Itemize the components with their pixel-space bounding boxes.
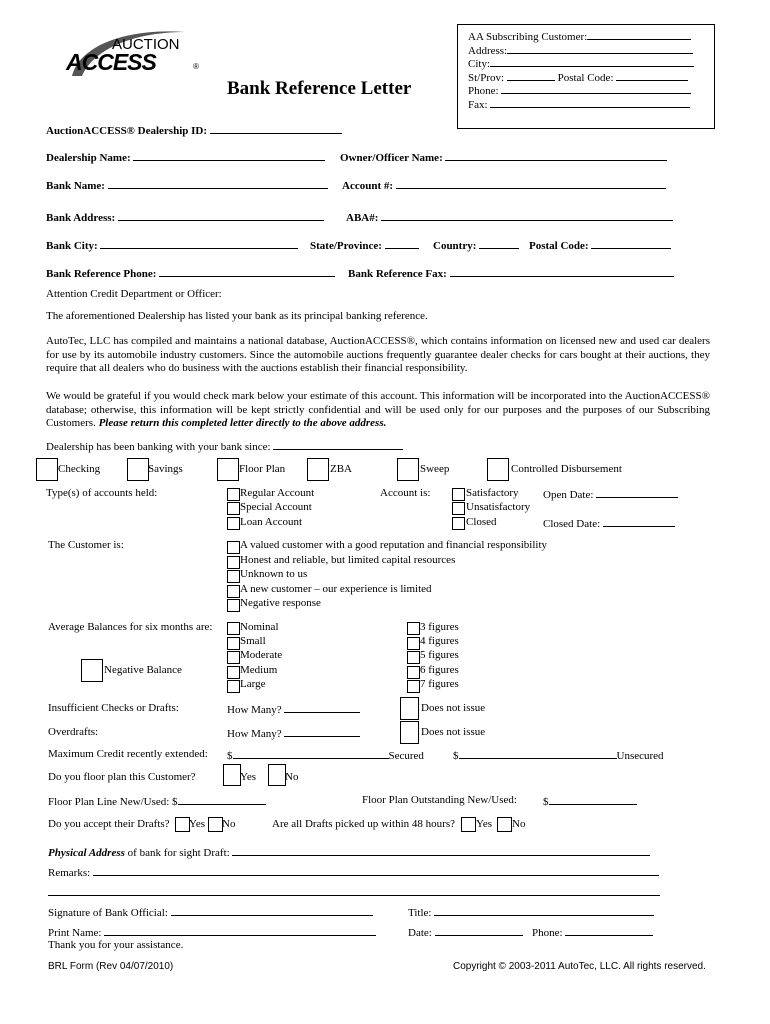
figures-5-label: 5 figures — [420, 649, 459, 661]
sweep-checkbox[interactable] — [397, 458, 419, 481]
title-field[interactable] — [434, 905, 654, 916]
insufficient-how-many-label: How Many? — [227, 704, 282, 716]
remarks-field-2[interactable] — [48, 885, 660, 896]
remarks-label: Remarks: — [48, 867, 91, 879]
nominal-label: Nominal — [240, 621, 279, 633]
figures-7-checkbox[interactable] — [407, 680, 420, 693]
state-province-label: State/Province: — [310, 240, 382, 252]
customer-option-5-checkbox[interactable] — [227, 599, 240, 612]
logo-word-auction: AUCTION — [112, 36, 180, 53]
floor-plan-question: Do you floor plan this Customer? — [48, 771, 196, 783]
thank-you-text: Thank you for your assistance. — [48, 939, 184, 951]
bank-address-label: Bank Address: — [46, 212, 116, 224]
logo-registered-mark: ® — [193, 62, 199, 71]
overdrafts-not-issue-checkbox[interactable] — [400, 721, 419, 744]
account-number-label: Account #: — [342, 180, 394, 192]
physical-address-label: of bank for sight Draft: — [124, 847, 230, 859]
customer-option-4-label: A new customer – our experience is limited — [240, 583, 432, 595]
zba-checkbox[interactable] — [307, 458, 329, 481]
secured-dollar-sign: $ — [227, 750, 233, 762]
paragraph-2: AutoTec, LLC has compiled and maintains a national database, AuctionACCESS®, which contains information on licensed new and used car dealers for use by its automobile industry customers. Since the automobile auctions frequently guarantee dealer checks for cars bought at their auctions, they require that all dealers who do business with the auctions establish their financial responsibility. — [46, 335, 710, 374]
postal-code-label: Postal Code: — [529, 240, 589, 252]
aba-field[interactable] — [381, 210, 673, 221]
loan-account-label: Loan Account — [240, 516, 303, 528]
medium-checkbox[interactable] — [227, 666, 240, 679]
country-field[interactable] — [479, 238, 519, 249]
customer-option-3-label: Unknown to us — [240, 568, 308, 580]
accept-drafts-no-checkbox[interactable] — [208, 817, 223, 832]
sweep-label: Sweep — [420, 463, 450, 475]
insufficient-not-issue-checkbox[interactable] — [400, 697, 419, 720]
signature-field[interactable] — [171, 905, 373, 916]
checking-label: Checking — [58, 463, 101, 475]
subscriber-stprov-field[interactable] — [507, 70, 555, 81]
secured-amount-field[interactable] — [233, 748, 389, 759]
controlled-disbursement-label: Controlled Disbursement — [511, 463, 622, 475]
loan-account-checkbox[interactable] — [227, 517, 240, 530]
closed-date-field[interactable] — [603, 516, 675, 527]
drafts-48-question: Are all Drafts picked up within 48 hours? — [272, 818, 455, 830]
moderate-label: Moderate — [240, 649, 283, 661]
floor-plan-yes-label: Yes — [240, 771, 257, 783]
accept-drafts-yes-label: Yes — [189, 818, 206, 830]
insufficient-not-issue-label: Does not issue — [421, 702, 486, 714]
date-label: Date: — [408, 927, 432, 939]
max-credit-label: Maximum Credit recently extended: — [48, 748, 208, 760]
subscriber-address-field[interactable] — [507, 43, 693, 54]
subscriber-city-label: City: — [468, 58, 491, 70]
floor-plan-label: Floor Plan — [239, 463, 286, 475]
subscriber-stprov-label: St/Prov: — [468, 72, 505, 84]
figures-3-label: 3 figures — [420, 621, 459, 633]
physical-address-emphasis: Physical Address — [48, 847, 125, 859]
figures-3-checkbox[interactable] — [407, 622, 420, 635]
account-number-field[interactable] — [396, 178, 666, 189]
savings-label: Savings — [148, 463, 183, 475]
bank-ref-fax-label: Bank Reference Fax: — [348, 268, 447, 280]
accept-drafts-question: Do you accept their Drafts? — [48, 818, 170, 830]
savings-checkbox[interactable] — [127, 458, 149, 481]
drafts-48-no-checkbox[interactable] — [497, 817, 512, 832]
bank-ref-phone-label: Bank Reference Phone: — [46, 268, 157, 280]
figures-7-label: 7 figures — [420, 678, 459, 690]
controlled-disbursement-checkbox[interactable] — [487, 458, 509, 481]
bank-city-label: Bank City: — [46, 240, 98, 252]
overdrafts-not-issue-label: Does not issue — [421, 726, 486, 738]
drafts-48-yes-label: Yes — [476, 818, 493, 830]
floor-plan-checkbox[interactable] — [217, 458, 239, 481]
paragraph-3-text: We would be grateful if you would check mark below your estimate of this account. This information will be incorporated into the AuctionACCESS® database; otherwise, this information will be kept strictly confidential and will be used only for our purposes and the purposes of our Subscribing Customers. — [46, 390, 710, 429]
figures-6-label: 6 figures — [420, 664, 459, 676]
types-held-label: Type(s) of accounts held: — [46, 487, 158, 499]
fp-outstanding-dollar-sign: $ — [543, 796, 549, 808]
overdrafts-how-many-label: How Many? — [227, 728, 282, 740]
regular-account-checkbox[interactable] — [227, 488, 240, 501]
figures-6-checkbox[interactable] — [407, 666, 420, 679]
floor-plan-no-checkbox[interactable] — [268, 764, 286, 786]
subscriber-fax-field[interactable] — [490, 97, 690, 108]
bank-name-field[interactable] — [108, 178, 328, 189]
nominal-checkbox[interactable] — [227, 622, 240, 635]
open-date-field[interactable] — [596, 487, 678, 498]
figures-5-checkbox[interactable] — [407, 651, 420, 664]
subscriber-postal-field[interactable] — [616, 70, 688, 81]
bank-ref-fax-field[interactable] — [450, 266, 674, 277]
dealership-id-field[interactable] — [210, 123, 342, 134]
floor-plan-no-label: No — [285, 771, 299, 783]
satisfactory-label: Satisfactory — [466, 487, 519, 499]
average-balances-label: Average Balances for six months are: — [48, 621, 213, 633]
banking-since-field[interactable] — [273, 439, 403, 450]
medium-label: Medium — [240, 664, 278, 676]
bank-address-field[interactable] — [118, 210, 324, 221]
secured-label: Secured — [388, 750, 424, 762]
small-label: Small — [240, 635, 266, 647]
unsecured-amount-field[interactable] — [459, 748, 617, 759]
subscriber-customer-field[interactable] — [587, 29, 691, 40]
subscriber-postal-label: Postal Code: — [557, 72, 614, 84]
customer-option-5-label: Negative response — [240, 597, 321, 609]
subscriber-box — [457, 24, 715, 129]
dealership-name-label: Dealership Name: — [46, 152, 131, 164]
page-title: Bank Reference Letter — [227, 78, 412, 99]
floor-plan-yes-checkbox[interactable] — [223, 764, 241, 786]
satisfactory-checkbox[interactable] — [452, 488, 465, 501]
logo-word-access: ACCESS — [66, 49, 156, 75]
bank-ref-phone-field[interactable] — [159, 266, 335, 277]
subscriber-fax-label: Fax: — [468, 99, 488, 111]
regular-account-label: Regular Account — [240, 487, 315, 499]
owner-officer-label: Owner/Officer Name: — [340, 152, 443, 164]
print-name-label: Print Name: — [48, 927, 102, 939]
special-account-label: Special Account — [240, 501, 312, 513]
paragraph-1: The aforementioned Dealership has listed your bank as its principal banking reference. — [46, 310, 428, 322]
overdrafts-label: Overdrafts: — [48, 726, 99, 738]
customer-option-1-label: A valued customer with a good reputation and financial responsibility — [240, 539, 548, 551]
dealership-id-label: AuctionACCESS® Dealership ID: — [46, 125, 208, 137]
customer-option-3-checkbox[interactable] — [227, 570, 240, 583]
subscriber-customer-label: AA Subscribing Customer: — [468, 31, 588, 43]
country-label: Country: — [433, 240, 477, 252]
closed-date-label: Closed Date: — [543, 518, 601, 530]
fp-line-field[interactable] — [178, 794, 266, 805]
checking-checkbox[interactable] — [36, 458, 58, 481]
aba-label: ABA#: — [346, 212, 379, 224]
owner-officer-field[interactable] — [445, 150, 667, 161]
unsatisfactory-label: Unsatisfactory — [466, 501, 531, 513]
accept-drafts-no-label: No — [222, 818, 236, 830]
insufficient-checks-label: Insufficient Checks or Drafts: — [48, 702, 179, 714]
print-name-field[interactable] — [104, 925, 376, 936]
large-checkbox[interactable] — [227, 680, 240, 693]
large-label: Large — [240, 678, 266, 690]
signature-label: Signature of Bank Official: — [48, 907, 168, 919]
subscriber-phone-field[interactable] — [501, 83, 691, 94]
phone-field[interactable] — [565, 925, 653, 936]
postal-code-field[interactable] — [591, 238, 671, 249]
remarks-field-1[interactable] — [93, 865, 659, 876]
subscriber-phone-label: Phone: — [468, 85, 499, 97]
fp-line-label: Floor Plan Line New/Used: — [48, 796, 170, 808]
customer-option-1-checkbox[interactable] — [227, 541, 240, 554]
figures-4-checkbox[interactable] — [407, 637, 420, 650]
bank-city-field[interactable] — [100, 238, 298, 249]
zba-label: ZBA — [330, 463, 352, 475]
drafts-48-no-label: No — [512, 818, 526, 830]
negative-balance-label: Negative Balance — [104, 664, 182, 676]
customer-option-4-checkbox[interactable] — [227, 585, 240, 598]
paragraph-3 — [46, 390, 710, 431]
open-date-label: Open Date: — [543, 489, 594, 501]
physical-address-field[interactable] — [232, 845, 650, 856]
insufficient-how-many-field[interactable] — [284, 702, 360, 713]
copyright: Copyright © 2003-2011 AutoTec, LLC. All rights reserved. — [453, 961, 706, 972]
fp-line-dollar-sign: $ — [172, 796, 178, 808]
special-account-checkbox[interactable] — [227, 502, 240, 515]
customer-option-2-checkbox[interactable] — [227, 556, 240, 569]
dealership-name-field[interactable] — [133, 150, 325, 161]
title-label: Title: — [408, 907, 432, 919]
customer-is-label: The Customer is: — [48, 539, 124, 551]
phone-label: Phone: — [532, 927, 563, 939]
auction-access-logo — [60, 24, 210, 84]
closed-label: Closed — [466, 516, 497, 528]
drafts-48-yes-checkbox[interactable] — [461, 817, 476, 832]
figures-4-label: 4 figures — [420, 635, 459, 647]
fp-outstanding-label: Floor Plan Outstanding New/Used: — [362, 794, 517, 806]
negative-balance-checkbox[interactable] — [81, 659, 103, 682]
accept-drafts-yes-checkbox[interactable] — [175, 817, 190, 832]
subscriber-city-field[interactable] — [490, 56, 694, 67]
unsecured-label: Unsecured — [616, 750, 664, 762]
overdrafts-how-many-field[interactable] — [284, 726, 360, 737]
moderate-checkbox[interactable] — [227, 651, 240, 664]
paragraph-3-emphasis: Please return this completed letter directly to the above address. — [98, 417, 387, 429]
small-checkbox[interactable] — [227, 637, 240, 650]
customer-option-2-label: Honest and reliable, but limited capital resources — [240, 554, 456, 566]
banking-since-label: Dealership has been banking with your bank since: — [46, 441, 271, 453]
date-field[interactable] — [435, 925, 523, 936]
closed-checkbox[interactable] — [452, 517, 465, 530]
unsecured-dollar-sign: $ — [453, 750, 459, 762]
form-revision: BRL Form (Rev 04/07/2010) — [48, 961, 174, 972]
state-province-field[interactable] — [385, 238, 419, 249]
unsatisfactory-checkbox[interactable] — [452, 502, 465, 515]
bank-name-label: Bank Name: — [46, 180, 105, 192]
fp-outstanding-field[interactable] — [549, 794, 637, 805]
subscriber-address-label: Address: — [468, 45, 508, 57]
account-is-label: Account is: — [380, 487, 431, 499]
attention-line: Attention Credit Department or Officer: — [46, 288, 222, 300]
